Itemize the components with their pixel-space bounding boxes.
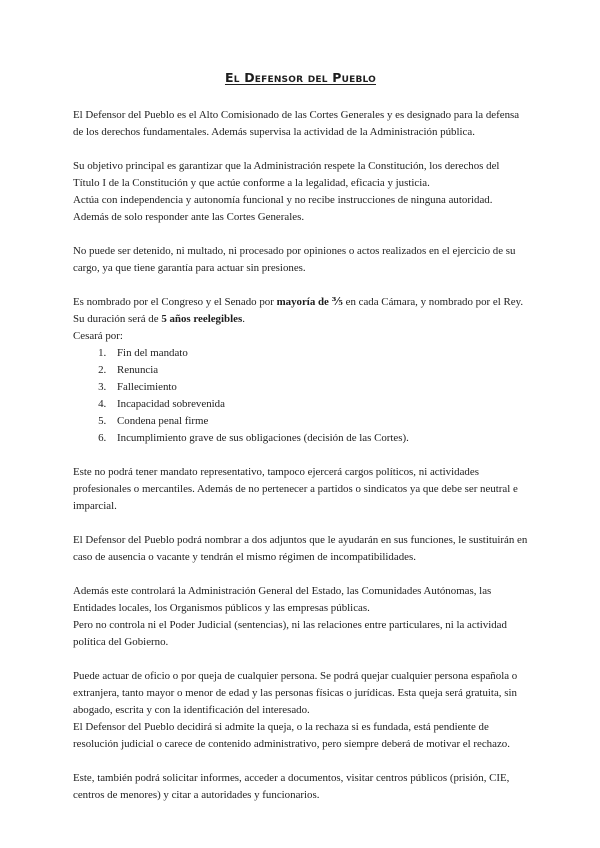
document-title: El Defensor del Pueblo [224,70,377,85]
appointment-term: 5 años reelegibles [161,313,243,325]
paragraph-intro: El Defensor del Pueblo es el Alto Comisionado de las Cortes Generales y es designado para la defensa de los derechos fundamentales. Además supervisa la actividad de la Administración pública. [73,109,520,138]
paragraph-appointment [73,294,528,328]
majority-label: mayoría de [276,296,332,308]
paragraph-deputies: El Defensor del Pueblo podrá nombrar a dos adjuntos que le ayudarán en sus funciones, le sustituirán en caso de ausencia o vacante y tendrán el mismo régimen de incompatibilidades. [73,534,528,563]
appointment-majority [277,296,343,308]
list-item: 6. Incumplimiento grave de sus obligaciones (decisión de las Cortes). [109,430,528,447]
paragraph-exclusions: Pero no controla ni el Poder Judicial (sentencias), ni las relaciones entre particulares, ni la actividad política del Gobierno. [73,619,507,648]
list-item: 2. Renuncia [109,362,528,379]
appointment-text-1: Es nombrado por el Congreso y el Senado por [73,296,277,308]
paragraph-powers: Este, también podrá solicitar informes, acceder a documentos, visitar centros públicos (prisión, CIE, centros de menores) y citar a autoridades y funcionarios. [73,772,510,801]
cessation-list [73,345,528,447]
list-item: 4. Incapacidad sobrevenida [109,396,528,413]
paragraph-admission: El Defensor del Pueblo decidirá si admite la queja, o la rechaza si es fundada, está pendiente de resolución judicial o carece de contenido administrativo, pero siempre deberá de motivar el rechazo. [73,721,510,750]
list-item: 5. Condena penal firme [109,413,528,430]
appointment-text-3: . [242,313,245,325]
paragraph-independence: Actúa con independencia y autonomía funcional y no recibe instrucciones de ninguna autoridad. Además de solo responder ante las Cortes Generales. [73,194,493,223]
cessation-heading: Cesará por: [73,330,123,342]
paragraph-complaints: Puede actuar de oficio o por queja de cualquier persona. Se podrá quejar cualquier persona española o extranjera, tanto mayor o menor de edad y las personas físicas o jurídicas. Esta queja será gratuita, sin abogado, escrita y con la identificación del interesado. [73,670,518,716]
majority-fraction: ⅗ [331,296,343,308]
appointment-text-2: en cada Cámara, y nombrado por el Rey. Su duración será de [73,296,524,325]
list-item: 1. Fin del mandato [109,345,528,362]
list-item: 3. Fallecimiento [109,379,528,396]
paragraph-immunity: No puede ser detenido, ni multado, ni procesado por opiniones o actos realizados en el ejercicio de su cargo, ya que tiene garantía para actuar sin presiones. [73,245,516,274]
paragraph-incompatibilities: Este no podrá tener mandato representativo, tampoco ejercerá cargos políticos, ni actividades profesionales o mercantiles. Además de no pertenecer a partidos o sindicatos ya que debe ser neutral e imparcial. [73,466,518,512]
paragraph-control: Además este controlará la Administración General del Estado, las Comunidades Autónomas, las Entidades locales, los Organismos públicos y las empresas públicas. [73,585,492,614]
document-page [73,70,528,804]
paragraph-objective: Su objetivo principal es garantizar que la Administración respete la Constitución, los derechos del Título I de la Constitución y que actúe conforme a la legalidad, eficacia y justicia. [73,160,500,189]
